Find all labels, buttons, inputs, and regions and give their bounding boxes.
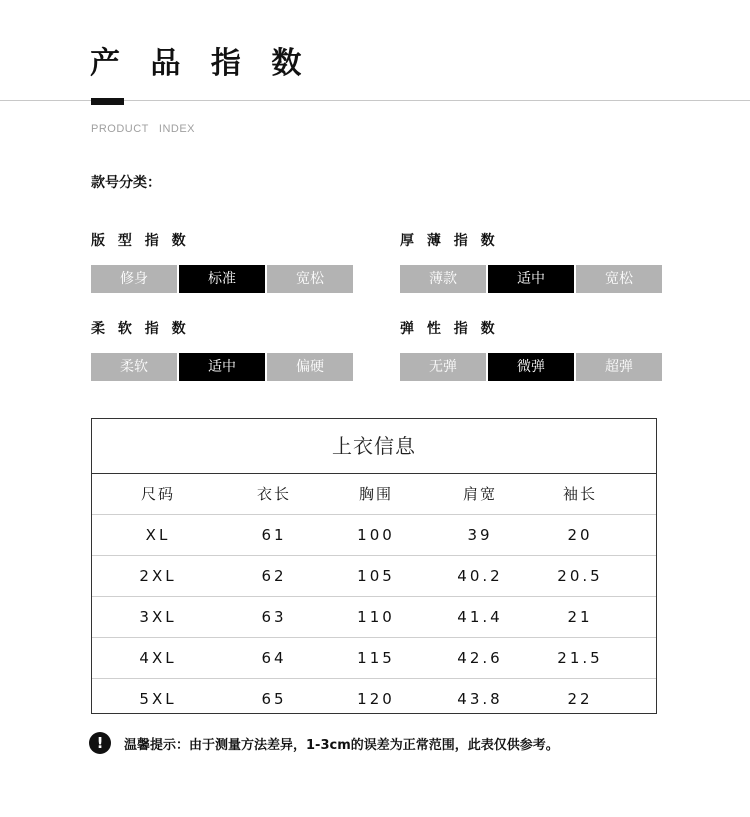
table-cell: 40.2 <box>457 567 503 585</box>
metric-thickness <box>400 231 662 293</box>
exclamation-icon: ! <box>89 732 111 754</box>
table-row <box>92 515 656 556</box>
table-cell: 4XL <box>139 649 177 667</box>
table-cell: 115 <box>357 649 395 667</box>
size-table-title: 上衣信息 <box>92 419 656 474</box>
subtitle-word: PRODUCT <box>91 123 149 135</box>
header-cell: 肩宽 <box>462 485 497 503</box>
metric-option-selected: 微弹 <box>488 353 574 381</box>
metric-option: 宽松 <box>267 265 353 293</box>
style-number-label: 款号分类： <box>91 175 161 191</box>
table-cell: 120 <box>357 690 395 708</box>
table-cell: 61 <box>261 526 287 544</box>
table-cell: 2XL <box>139 567 177 585</box>
table-cell: 64 <box>261 649 287 667</box>
subtitle-word: INDEX <box>158 123 196 135</box>
metric-title: 版 型 指 数 <box>91 233 190 249</box>
table-cell: 21 <box>567 608 593 626</box>
metric-option: 偏硬 <box>267 353 353 381</box>
metric-option-selected: 标准 <box>179 265 265 293</box>
notice <box>89 732 559 754</box>
metric-elasticity <box>400 319 662 381</box>
table-row <box>92 597 656 638</box>
table-row <box>92 556 656 597</box>
table-cell: XL <box>145 526 171 544</box>
size-table-header-row <box>92 474 656 515</box>
metric-title: 弹 性 指 数 <box>400 321 499 337</box>
metric-fit <box>91 231 353 293</box>
header-cell: 胸围 <box>358 485 393 503</box>
metric-option: 柔软 <box>91 353 177 381</box>
metric-options <box>400 265 662 293</box>
table-cell: 20 <box>567 526 593 544</box>
header-cell: 尺码 <box>140 485 175 503</box>
header-cell: 衣长 <box>256 485 291 503</box>
table-cell: 110 <box>357 608 395 626</box>
notice-text: 温馨提示：由于测量方法差异，1-3cm的误差为正常范围，此表仅供参考。 <box>124 737 559 753</box>
table-cell: 42.6 <box>457 649 503 667</box>
table-cell: 63 <box>261 608 287 626</box>
table-cell: 105 <box>357 567 395 585</box>
metric-options <box>91 353 353 381</box>
table-cell: 39 <box>467 526 493 544</box>
metric-option: 薄款 <box>400 265 486 293</box>
header-cell: 袖长 <box>562 485 597 503</box>
metric-options <box>400 353 662 381</box>
table-cell: 62 <box>261 567 287 585</box>
metric-softness <box>91 319 353 381</box>
table-cell: 20.5 <box>557 567 603 585</box>
metric-option-selected: 适中 <box>179 353 265 381</box>
title-accent-bar <box>91 98 124 105</box>
table-cell: 65 <box>261 690 287 708</box>
table-cell: 43.8 <box>457 690 503 708</box>
metric-option: 超弹 <box>576 353 662 381</box>
table-cell: 22 <box>567 690 593 708</box>
metric-title: 厚 薄 指 数 <box>400 233 499 249</box>
size-table <box>91 418 657 714</box>
metric-title: 柔 软 指 数 <box>91 321 190 337</box>
table-row <box>92 679 656 719</box>
metric-option-selected: 适中 <box>488 265 574 293</box>
table-cell: 5XL <box>139 690 177 708</box>
metric-option: 修身 <box>91 265 177 293</box>
metric-option: 无弹 <box>400 353 486 381</box>
page-subtitle <box>91 123 195 135</box>
page-title: 产 品 指 数 <box>90 46 312 81</box>
table-cell: 41.4 <box>457 608 503 626</box>
table-cell: 3XL <box>139 608 177 626</box>
table-row <box>92 638 656 679</box>
metric-option: 宽松 <box>576 265 662 293</box>
metric-options <box>91 265 353 293</box>
table-cell: 21.5 <box>557 649 603 667</box>
table-cell: 100 <box>357 526 395 544</box>
